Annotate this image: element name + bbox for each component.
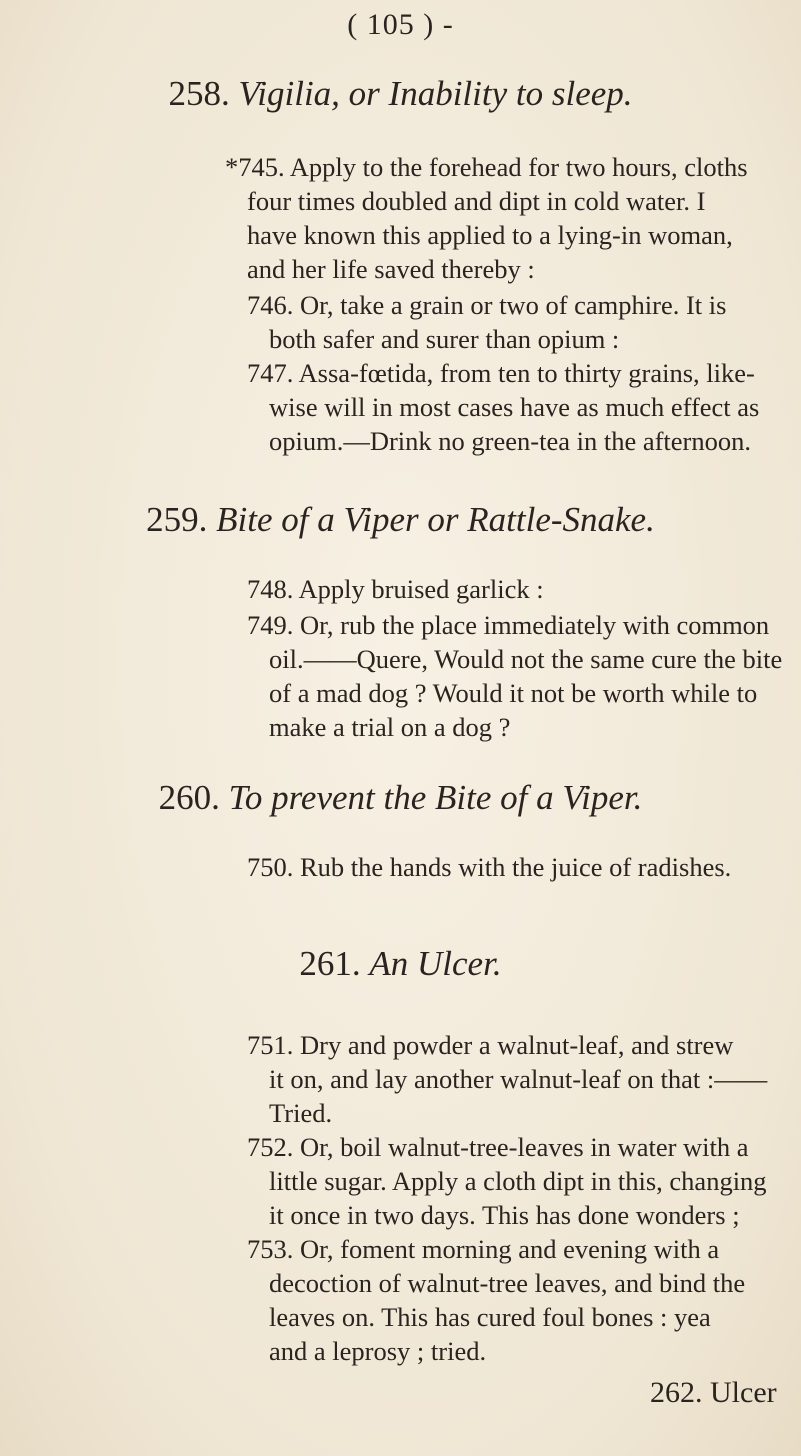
text-line: 748. Apply bruised garlick : <box>247 574 544 604</box>
section-number: 261. <box>299 944 361 983</box>
paragraph-753 <box>247 1232 745 1368</box>
paragraph-749 <box>247 608 783 744</box>
text-line: 750. Rub the hands with the juice of radishes. <box>247 852 732 882</box>
section-title: Vigilia, or Inability to sleep. <box>238 74 633 113</box>
text-line: Tried. <box>269 1098 333 1128</box>
section-heading-260 <box>0 778 801 818</box>
section-title: Bite of a Viper or Rattle-Snake. <box>216 500 655 539</box>
text-line: four times doubled and dipt in cold water. I <box>247 186 706 216</box>
catchword: 262. Ulcer <box>650 1376 777 1409</box>
text-line: little sugar. Apply a cloth dipt in this, changing <box>269 1166 767 1196</box>
text-line: 751. Dry and powder a walnut-leaf, and strew <box>247 1030 734 1060</box>
section-heading-258 <box>0 74 801 114</box>
text-line: it once in two days. This has done wonders ; <box>269 1200 740 1230</box>
text-line: oil.——Quere, Would not the same cure the bite <box>269 644 783 674</box>
section-title: An Ulcer. <box>369 944 502 983</box>
text-line: have known this applied to a lying-in woman, <box>247 220 733 250</box>
section-number: 259. <box>146 500 208 539</box>
paragraph-750 <box>247 850 745 884</box>
section-number: 260. <box>158 778 220 817</box>
text-line: of a mad dog ? Would it not be worth while to <box>269 678 758 708</box>
paragraph-751 <box>247 1028 768 1130</box>
section-title: To prevent the Bite of a Viper. <box>228 778 643 817</box>
text-line: 747. Assa-fœtida, from ten to thirty grains, like- <box>247 358 755 388</box>
text-line: make a trial on a dog ? <box>269 712 511 742</box>
page-number: ( 105 ) - <box>347 8 454 41</box>
text-line: wise will in most cases have as much effect as <box>269 392 760 422</box>
text-line: both safer and surer than opium : <box>269 324 620 354</box>
section-number: 258. <box>168 74 230 113</box>
text-line: leaves on. This has cured foul bones : yea <box>269 1302 711 1332</box>
paragraph-752 <box>247 1130 767 1232</box>
text-line: opium.—Drink no green-tea in the afternoon. <box>269 426 752 456</box>
text-line: *745. Apply to the forehead for two hours, cloths <box>225 152 748 182</box>
paragraph-746 <box>247 288 745 356</box>
text-line: and her life saved thereby : <box>247 254 535 284</box>
text-line: 753. Or, foment morning and evening with a <box>247 1234 720 1264</box>
section-heading-261 <box>0 944 801 984</box>
paragraph-748 <box>247 572 745 606</box>
text-line: it on, and lay another walnut-leaf on that :—— <box>269 1064 768 1094</box>
paragraph-747 <box>247 356 760 458</box>
text-line: 746. Or, take a grain or two of camphire. It is <box>247 290 727 320</box>
section-heading-259 <box>0 500 801 540</box>
text-line: and a leprosy ; tried. <box>269 1336 487 1366</box>
text-line: decoction of walnut-tree leaves, and bind the <box>269 1268 746 1298</box>
text-line: 749. Or, rub the place immediately with common <box>247 610 770 640</box>
text-line: 752. Or, boil walnut-tree-leaves in water with a <box>247 1132 749 1162</box>
paragraph-745 <box>225 150 748 286</box>
